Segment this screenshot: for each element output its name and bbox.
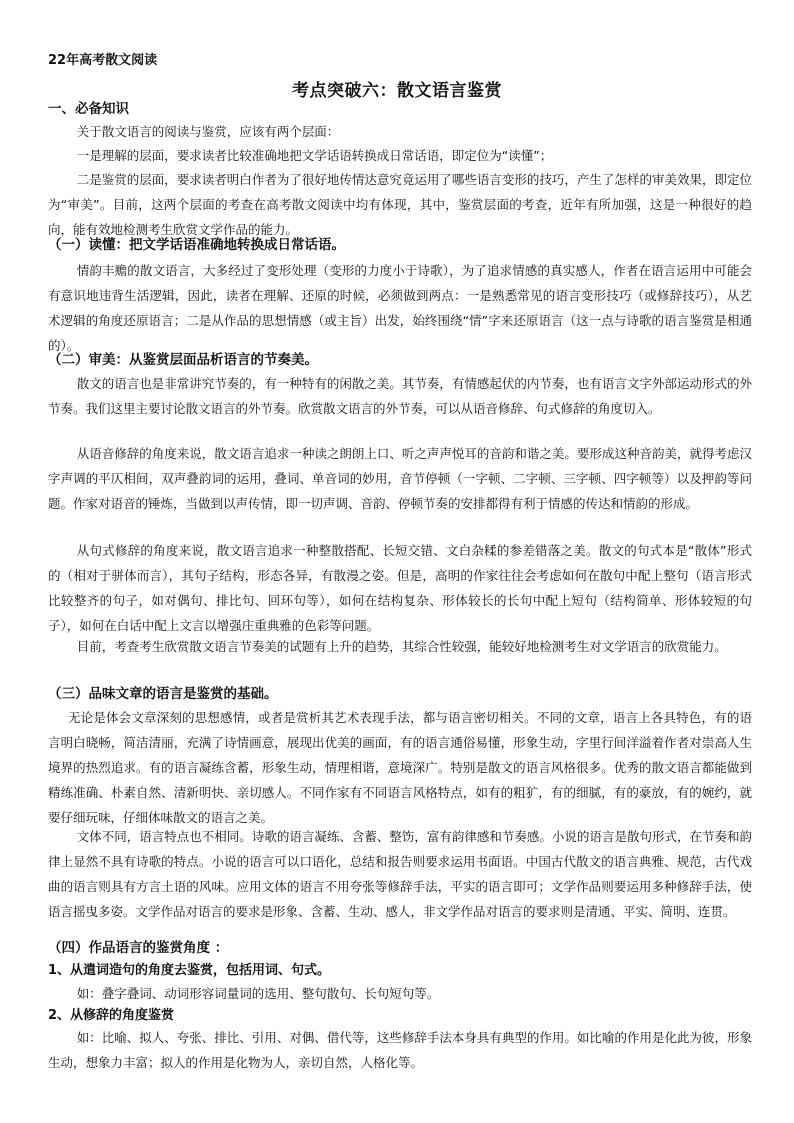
subsection-heading: （二）审美：从鉴赏层面品析语言的节奏美。 [48, 352, 318, 368]
point-heading: 2、从修辞的角度鉴赏 [48, 1008, 175, 1023]
subsection-heading: （一）读懂：把文学话语准确地转换成日常话语。 [48, 237, 345, 253]
paragraph: 如：叠字叠词、动词形容词量词的选用、整句散句、长句短句等。 [76, 986, 440, 1001]
subsection-heading: （三）品味文章的语言是鉴赏的基础。 [48, 686, 278, 702]
paragraph: 散文的语言也是非常讲究节奏的，有一种特有的闲散之美。其节奏，有情感起伏的内节奏，也有语言文字外部运动形式的外节奏。我们这里主要讨论散文语言的外节奏。欣赏散文语言的外节奏，可以从语音修辞、句式修辞的角度切入。 [48, 376, 752, 416]
paragraph: 二是鉴赏的层面，要求读者明白作者为了很好地传情达意究竟运用了哪些语言变形的技巧，产生了怎样的审美效果，即定位为“审美”。目前，这两个层面的考查在高考散文阅读中均有体现，其中，鉴赏层面的考查，近年有所加强，这是一种很好的趋向，能有效地检测考生欣赏文学作品的能力。 [48, 172, 752, 237]
paragraph: 从句式修辞的角度来说，散文语言追求一种整散搭配、长短交错、文白杂糅的参差错落之美。散文的句式本是“散体”形式的（相对于骈体而言），其句子结构，形态各异，有散漫之姿。但是，高明的作家往往会考虑如何在散句中配上整句（语言形式比较整齐的句子，如对偶句、排比句、回环句等），如何在结构复杂、形体较长的长句中配上短句（结构简单、形体较短的句子），如何在白话中配上文言以增强庄重典雅的色彩等问题。 [48, 543, 752, 633]
paragraph: 文体不同，语言特点也不相同。诗歌的语言凝练、含蓄、整饬，富有韵律感和节奏感。小说的语言是散句形式，在节奏和韵律上显然不具有诗歌的特点。小说的语言可以口语化，总结和报告则要求运用书面语。中国古代散文的语言典雅、规范，古代戏曲的语言则具有方言土语的风味。应用文体的语言不用夸张等修辞手法，平实的语言即可；文学作品则要运用多种修辞手法，使语言摇曳多姿。文学作品对语言的要求是形象、含蓄、生动、感人，非文学作品对语言的要求则是清通、平实、简明、连贯。 [48, 829, 752, 919]
paragraph: 从语音修辞的角度来说，散文语言追求一种读之朗朗上口、听之声声悦耳的音韵和谐之美。要形成这种音韵美，就得考虑汉字声调的平仄相间，双声叠韵词的运用，叠词、单音词的妙用，音节停顿（一字顿、二字顿、三字顿、四字顿等）以及押韵等问题。作家对语音的锤炼，当做到以声传情，即一切声调、音韵、停顿节奏的安排都得有利于情感的传达和情韵的形成。 [48, 446, 752, 511]
paragraph: 一是理解的层面，要求读者比较准确地把文学话语转换成日常话语，即定位为“读懂”； [76, 148, 553, 163]
paragraph: 如：比喻、拟人、夸张、排比、引用、对偶、借代等，这些修辞手法本身具有典型的作用。如比喻的作用是化此为彼，形象生动，想象力丰富；拟人的作用是化物为人，亲切自然，人格化等。 [48, 1030, 752, 1070]
doc-header: 22年高考散文阅读 [48, 53, 158, 68]
page-title: 考点突破六：散文语言鉴赏 [292, 81, 502, 101]
paragraph: 无论是体会文章深刻的思想感情，或者是赏析其艺术表现手法，都与语言密切相关。不同的文章，语言上各具特色，有的语言明白晓畅，简洁清丽，充满了诗情画意，展现出优美的画面，有的语言通俗易懂，形象生动，字里行间洋溢着作者对崇高人生境界的热烈追求。有的语言凝练含蓄，形象生动，情理相谐，意境深广。特别是散文的语言风格很多。优秀的散文语言都能做到精练准确、朴素自然、清新明快、亲切感人。不同作家有不同语言风格特点，如有的粗犷，有的细腻，有的豪放，有的婉约，就要仔细玩味，仔细体味散文的语言之美。 [48, 710, 752, 825]
paragraph: 情韵丰赡的散文语言，大多经过了变形处理（变形的力度小于诗歌），为了追求情感的真实感人，作者在语言运用中可能会有意识地违背生活逻辑，因此，读者在理解、还原的时候，必须做到两点：一是熟悉常见的语言变形技巧（或修辞技巧），从艺术逻辑的角度还原语言；二是从作品的思想情感（或主旨）出发，始终围绕“情”字来还原语言（这一点与诗歌的语言鉴赏是相通的）。 [48, 263, 752, 353]
subsection-heading: （四）作品语言的鉴赏角度 ： [48, 940, 229, 956]
paragraph: 目前，考查考生欣赏散文语言节奏美的试题有上升的趋势，其综合性较强，能较好地检测考生对文学语言的欣赏能力。 [76, 639, 727, 654]
section-heading-1: 一、必备知识 [48, 101, 129, 117]
point-heading: 1、从遣词造句的角度去鉴赏，包括用词、句式。 [48, 963, 331, 978]
paragraph: 关于散文语言的阅读与鉴赏，应该有两个层面： [76, 124, 340, 139]
